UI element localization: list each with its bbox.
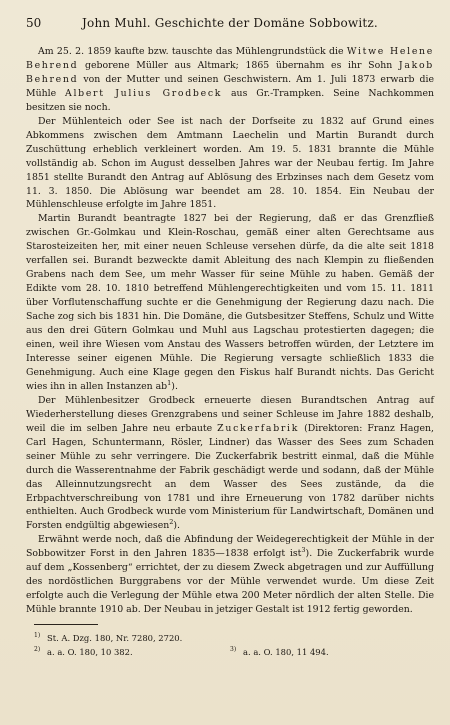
footnote-3 xyxy=(230,644,434,658)
paragraph-3-text-1: Martin Burandt beantragte 1827 bei der Regierung, daß er das Grenzfließ zwischen Gr.-Golmkau und Klein-Roschau, gemäß einer alten Gerechtsame aus Starosteizeiten her, mit einer neuen Schleuse versehen dürfe, da die alte seit 1818 verfallen sei. Burandt bezweckte damit Ableitung des nach Klempin zu fließenden Grabens nach dem See, um mehr Wasser für seine Mühle zu haben. Gemäß der Edikte vom 28. 10. 1810 betreffend Mühlengerechtigkeiten und vom 15. 11. 1811 über Vorflutenschaffung suchte er die Genehmigung der Regierung dazu nach. Die Sache zog sich bis 1831 hin. Die Domäne, die Gutsbesitzer Steffens, Schulz und Witte aus den drei Gütern Golmkau und Muhl aus Lagschau protestierten dagegen; die einen, weil ihre Wiesen vom Anstau des Wassers betroffen würden, der Letztere im Interesse seiner eigenen Mühle. Die Regierung versagte schließlich 1833 die Genehmigung. Auch eine Klage gegen den Fiskus half Burandt nichts. Das Gericht wies ihn in allen Instanzen ab xyxy=(26,213,434,392)
paragraph-3-text-2: ). xyxy=(171,380,178,392)
footnotes xyxy=(26,630,434,659)
footnote-ref-3: 3 xyxy=(301,546,306,555)
page-number: 50 xyxy=(26,16,42,30)
paragraph-5-text-1: Erwähnt werde noch, daß die Abfindung der Weidegerechtigkeit der Mühle in der Sobbowitzer Forst in den Jahren 1835—1838 erfolgt ist xyxy=(26,534,434,560)
paragraph-3 xyxy=(26,212,434,393)
footnote-1 xyxy=(34,630,230,644)
paragraph-1 xyxy=(26,45,434,115)
name-helene-behrend: Witwe Helene Behrend xyxy=(26,46,434,71)
paragraph-2: Der Mühlenteich oder See ist nach der Dorfseite zu 1832 auf Grund eines Abkommens zwischen dem Amtmann Laechelin und Martin Burandt durch Zuschüttung erheblich verkleinert worden. Am 19. 5. 1831 brannte die Mühle vollständig ab. Schon im August desselben Jahres war der Neubau fertig. Im Jahre 1851 stellte Burandt den Antrag auf Ablösung des Erbzinses nach dem Gesetz vom 11. 3. 1850. Die Ablösung war beendet am 28. 10. 1854. Ein Neubau der Mühlenschleuse erfolgte im Jahre 1851. xyxy=(26,115,434,211)
running-head xyxy=(26,14,434,32)
footnote-row xyxy=(26,644,434,658)
footnote-3-text: a. a. O. 180, 11 494. xyxy=(243,647,329,658)
footnote-2-mark: 2) xyxy=(34,646,41,654)
paragraph-1-text-3: von der Mutter und seinen Geschwistern. Am 1. Juli 1873 erwarb die Mühle xyxy=(26,73,434,99)
footnote-1-text: St. A. Dzg. 180, Nr. 7280, 2720. xyxy=(47,632,183,643)
footnote-2-text: a. a. O. 180, 10 382. xyxy=(47,647,133,658)
paragraph-1-text-4: aus Gr.-Trampken. Seine Nachkommen besitzen sie noch. xyxy=(26,87,434,113)
body-text xyxy=(26,45,434,617)
name-jakob-behrend: Jakob Behrend xyxy=(26,59,434,85)
paragraph-4-text-2: (Direktoren: Franz Hagen, Carl Hagen, Schuntermann, Rösler, Lindner) das Wasser des Sees zum Schaden seiner Mühle zu sehr verringere. Die Zuckerfabrik bestritt einmal, daß die Mühle durch die Wasserentnahme der Fabrik geschädigt werde und sodann, daß der Mühle das Alleinnutzungsrecht an dem Wasser des Sees zustände, da die Erbpachtverschreibung von 1781 und ihre Erneuerung von 1782 darüber nichts enthielten. Auch Grodbeck wurde vom Ministerium für Landwirtschaft, Domänen und Forsten endgültig abgewiesen xyxy=(26,422,434,532)
paragraph-4-text-3: ). xyxy=(173,520,181,532)
paragraph-4-text-1: Der Mühlenbesitzer Grodbeck erneuerte diesen Burandtschen Antrag auf Wiederherstellung dieses Grenzgrabens und seiner Schleuse im Jahre 1882 deshalb, weil die im selben Jahre neu erbaute xyxy=(26,394,434,434)
name-albert-grodbeck: Albert Julius Grodbeck xyxy=(65,87,223,99)
footnote-ref-1: 1 xyxy=(167,378,172,387)
footnote-row xyxy=(26,630,434,644)
paragraph-5-text-2: ). Die Zuckerfabrik wurde auf dem „Kossenberg“ errichtet, der zu diesem Zweck abgetragen und zur Auffüllung des nordöstlichen Burggrabens vor der Mühle verwendet wurde. Um diese Zeit erfolgte auch die Verlegung der Mühle etwa 200 Meter nördlich der alten Stelle. Die Mühle brannte 1910 ab. Der Neubau in jetziger Gestalt ist 1912 fertig geworden. xyxy=(26,548,434,616)
footnote-3-mark: 3) xyxy=(230,646,237,654)
term-zuckerfabrik: Zuckerfabrik xyxy=(217,422,300,434)
footnote-ref-2: 2 xyxy=(169,518,174,527)
footnote-divider xyxy=(34,624,98,625)
footnote-1-mark: 1) xyxy=(34,632,41,640)
paragraph-5 xyxy=(26,533,434,617)
paragraph-1-text-2: geborene Müller aus Altmark; 1865 übernahm es ihr Sohn xyxy=(78,59,399,71)
paragraph-1-text-1: Am 25. 2. 1859 kaufte bzw. tauschte das Mühlengrundstück die xyxy=(38,46,347,57)
running-title: John Muhl. Geschichte der Domäne Sobbowitz. xyxy=(82,16,378,30)
paragraph-4 xyxy=(26,394,434,534)
footnote-2 xyxy=(34,644,230,658)
